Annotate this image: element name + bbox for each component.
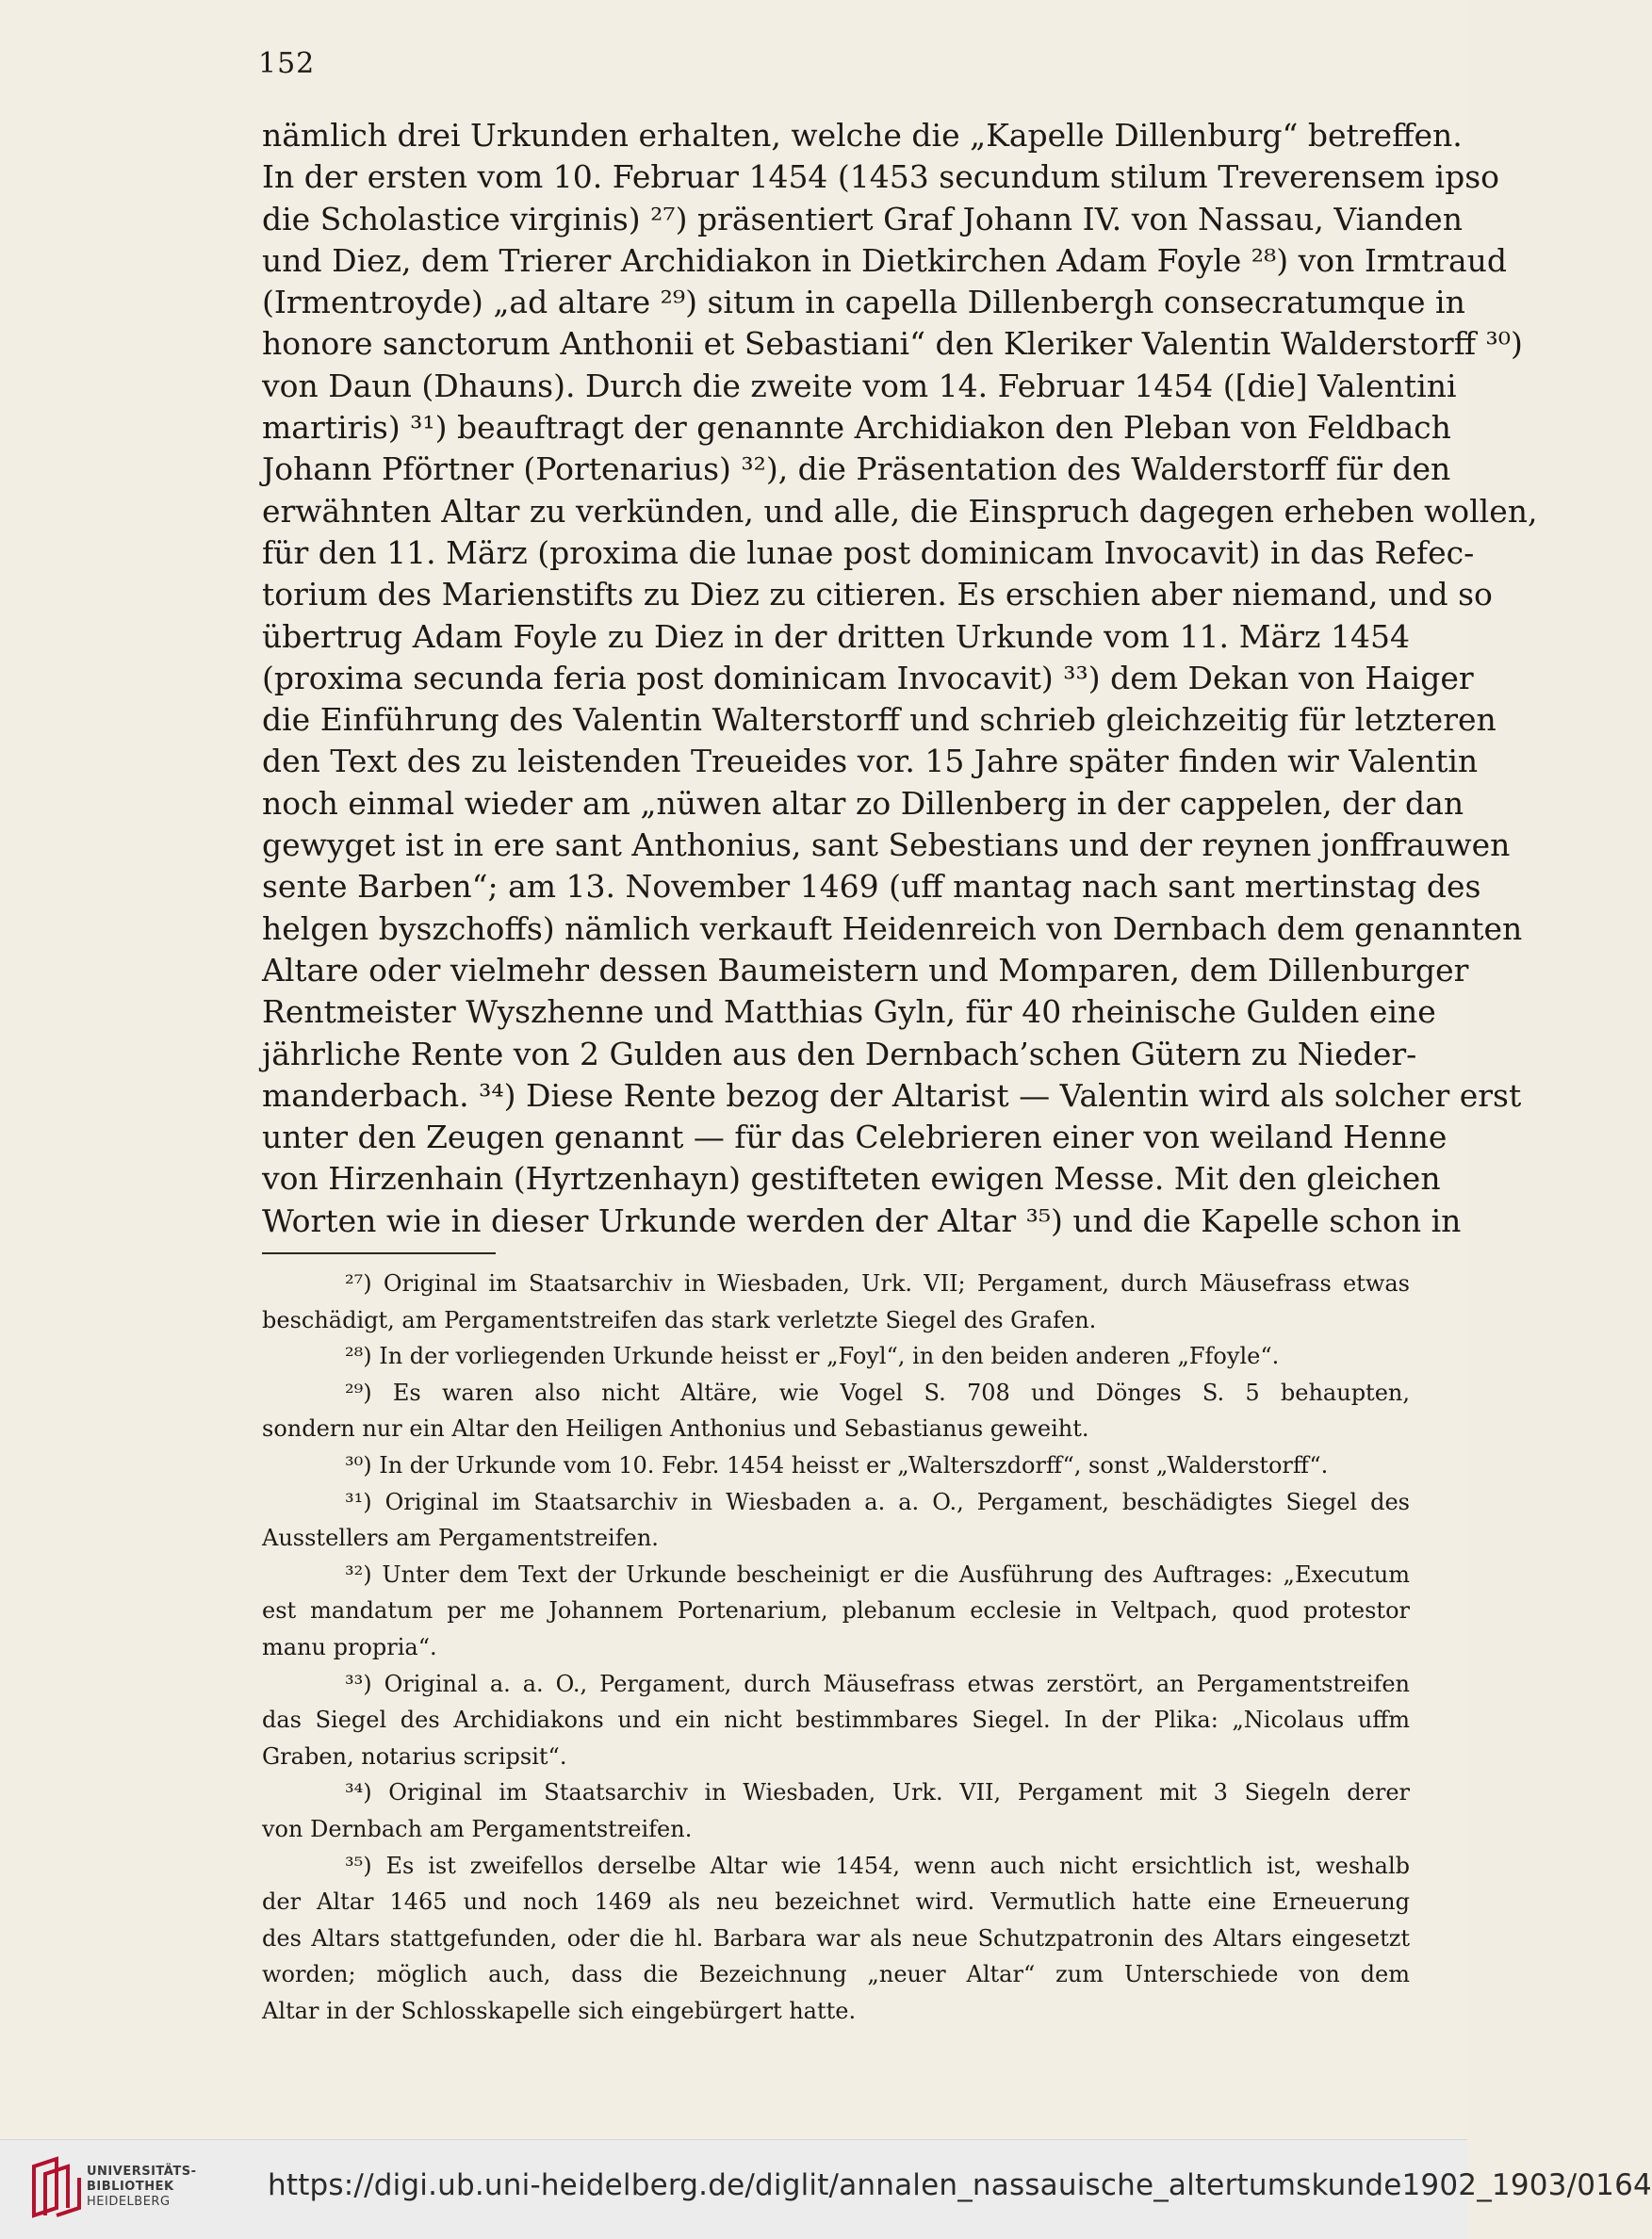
body-line: (Irmentroyde) „ad altare ²⁹) situm in capella Dillenbergh consecratumque in: [262, 284, 1465, 321]
footnote: [262, 1557, 1410, 1666]
body-line: von Daun (Dhauns). Durch die zweite vom 14. Februar 1454 ([die] Valentini: [262, 367, 1457, 404]
footnotes: [262, 1266, 1410, 2029]
library-footer-bar: [0, 2139, 1652, 2239]
body-line: Johann Pförtner (Portenarius) ³²), die Präsentation des Walderstorff für den: [262, 450, 1451, 488]
body-line: torium des Marienstifts zu Diez zu citieren. Es erschien aber niemand, und so: [262, 576, 1493, 613]
footnote: [262, 1774, 1410, 1847]
footnote-line: Altar in der Schlosskapelle sich eingebürgert hatte.: [262, 1997, 857, 2024]
body-line: manderbach. ³⁴) Diese Rente bezog der Altarist — Valentin wird als solcher erst: [262, 1076, 1522, 1114]
body-line: sente Barben“; am 13. November 1469 (uff mantag nach sant mertinstag des: [262, 868, 1481, 906]
footnote: [262, 1266, 1410, 1338]
body-line: noch einmal wieder am „nüwen altar zo Dillenberg in der cappelen, der dan: [262, 784, 1464, 822]
body-line: die Scholastice virginis) ²⁷) präsentiert Graf Johann IV. von Nassau, Vianden: [262, 200, 1463, 237]
body-line: den Text des zu leistenden Treueides vor. 15 Jahre später finden wir Valentin: [262, 743, 1479, 780]
body-line: (proxima secunda feria post dominicam Invocavit) ³³) dem Dekan von Haiger: [262, 659, 1474, 696]
logo-line-1: UNIVERSITÄTS-: [87, 2165, 197, 2179]
footnote-line: Graben, notarius scripsit“.: [262, 1742, 567, 1770]
body-line: unter den Zeugen genannt — für das Celebrieren einer von weiland Henne: [262, 1119, 1448, 1156]
footnote: [262, 1447, 1410, 1484]
footnote-line: ²⁹) Es waren also nicht Altäre, wie Vogel S. 708 und Dönges S. 5 behaupten,: [345, 1379, 1410, 1406]
footnote: [262, 1848, 1410, 2030]
body-line: Altare oder vielmehr dessen Baumeistern und Momparen, dem Dillenburger: [262, 951, 1469, 989]
footnote: [262, 1338, 1410, 1375]
body-line: von Hirzenhain (Hyrtzenhayn) gestifteten ewigen Messe. Mit den gleichen: [262, 1160, 1441, 1198]
footnote-line: das Siegel des Archidiakons und ein nicht bestimmbares Siegel. In der Plika: „Nicolaus uffm: [262, 1707, 1410, 1734]
permalink-url[interactable]: https://digi.ub.uni-heidelberg.de/diglit/annalen_nassauische_altertumskunde1902_1903/0164: [268, 2168, 1652, 2202]
footnote-line: des Altars stattgefunden, oder die hl. Barbara war als neue Schutzpatronin des Altars eingesetzt: [262, 1924, 1410, 1952]
body-line: Worten wie in dieser Urkunde werden der Altar ³⁵) und die Kapelle schon in: [262, 1201, 1462, 1239]
body-line: In der ersten vom 10. Februar 1454 (1453 secundum stilum Treverensem ipso: [262, 158, 1499, 196]
page-number: 152: [258, 47, 316, 80]
body-line: übertrug Adam Foyle zu Diez in der dritten Urkunde vom 11. März 1454: [262, 617, 1410, 655]
footnote-line: ³³) Original a. a. O., Pergament, durch Mäusefrass etwas zerstört, an Pergamentstreifen: [345, 1670, 1410, 1697]
footnote-line: ²⁷) Original im Staatsarchiv in Wiesbaden, Urk. VII; Pergament, durch Mäusefrass etwas: [345, 1270, 1410, 1297]
logo-line-2: BIBLIOTHEK: [87, 2180, 174, 2194]
footnote: [262, 1375, 1410, 1447]
footnote-line: ³⁵) Es ist zweifellos derselbe Altar wie 1454, wenn auch nicht ersichtlich ist, weshalb: [345, 1852, 1410, 1879]
footnote-line: ³⁴) Original im Staatsarchiv in Wiesbaden, Urk. VII, Pergament mit 3 Siegeln derer: [345, 1779, 1410, 1806]
body-line: helgen byszchoffs) nämlich verkauft Heidenreich von Dernbach dem genannten: [262, 909, 1523, 947]
body-line: jährliche Rente von 2 Gulden aus den Dernbach’schen Gütern zu Nieder-: [262, 1035, 1417, 1072]
footnote-line: von Dernbach am Pergamentstreifen.: [262, 1815, 693, 1842]
footnote-line: manu propria“.: [262, 1633, 437, 1660]
footnote-line: ³⁰) In der Urkunde vom 10. Febr. 1454 heisst er „Walterszdorff“, sonst „Walderstorff“.: [345, 1451, 1329, 1479]
library-logo-text: [87, 2165, 196, 2210]
footnote-line: Ausstellers am Pergamentstreifen.: [262, 1525, 659, 1552]
footnote-line: ²⁸) In der vorliegenden Urkunde heisst er „Foyl“, in den beiden anderen „Ffoyle“.: [345, 1343, 1280, 1370]
footnote-line: est mandatum per me Johannem Portenarium, plebanum ecclesie in Veltpach, quod protestor: [262, 1597, 1410, 1625]
footnote-line: beschädigt, am Pergamentstreifen das stark verletzte Siegel des Grafen.: [262, 1306, 1097, 1333]
body-line: honore sanctorum Anthonii et Sebastiani“ den Kleriker Valentin Walderstorff ³⁰): [262, 325, 1523, 363]
body-line: martiris) ³¹) beauftragt der genannte Archidiakon den Pleban von Feldbach: [262, 409, 1451, 447]
footnote-line: der Altar 1465 und noch 1469 als neu bezeichnet wird. Vermutlich hatte eine Erneuerung: [262, 1888, 1410, 1916]
body-line: für den 11. März (proxima die lunae post dominicam Invocavit) in das Refec-: [262, 533, 1475, 571]
body-line: gewyget ist in ere sant Anthonius, sant Sebestians und der reynen jonffrauwen: [262, 826, 1511, 864]
footnote-line: ³²) Unter dem Text der Urkunde bescheinigt er die Ausführung des Auftrages: „Executum: [345, 1561, 1410, 1588]
body-line: erwähnten Altar zu verkünden, und alle, die Einspruch dagegen erheben wollen,: [262, 492, 1538, 530]
body-line: nämlich drei Urkunden erhalten, welche die „Kapelle Dillenburg“ betreffen.: [262, 117, 1463, 154]
body-line: Rentmeister Wyszhenne und Matthias Gyln, für 40 rheinische Gulden eine: [262, 993, 1436, 1031]
footnote: [262, 1484, 1410, 1557]
library-logo-icon: [28, 2157, 83, 2219]
footnote-line: sondern nur ein Altar den Heiligen Anthonius und Sebastianus geweiht.: [262, 1415, 1089, 1443]
footnote: [262, 1666, 1410, 1775]
body-line: die Einführung des Valentin Walterstorff und schrieb gleichzeitig für letzteren: [262, 701, 1497, 739]
footnote-line: worden; möglich auch, dass die Bezeichnung „neuer Altar“ zum Unterschiede von dem: [262, 1961, 1410, 1988]
body-line: und Diez, dem Trierer Archidiakon in Dietkirchen Adam Foyle ²⁸) von Irmtraud: [262, 241, 1508, 279]
logo-line-3: HEIDELBERG: [87, 2195, 171, 2209]
footnote-line: ³¹) Original im Staatsarchiv in Wiesbaden a. a. O., Pergament, beschädigtes Siegel des: [345, 1488, 1410, 1515]
body-text: [262, 115, 1538, 1242]
footnote-divider: [262, 1252, 496, 1254]
